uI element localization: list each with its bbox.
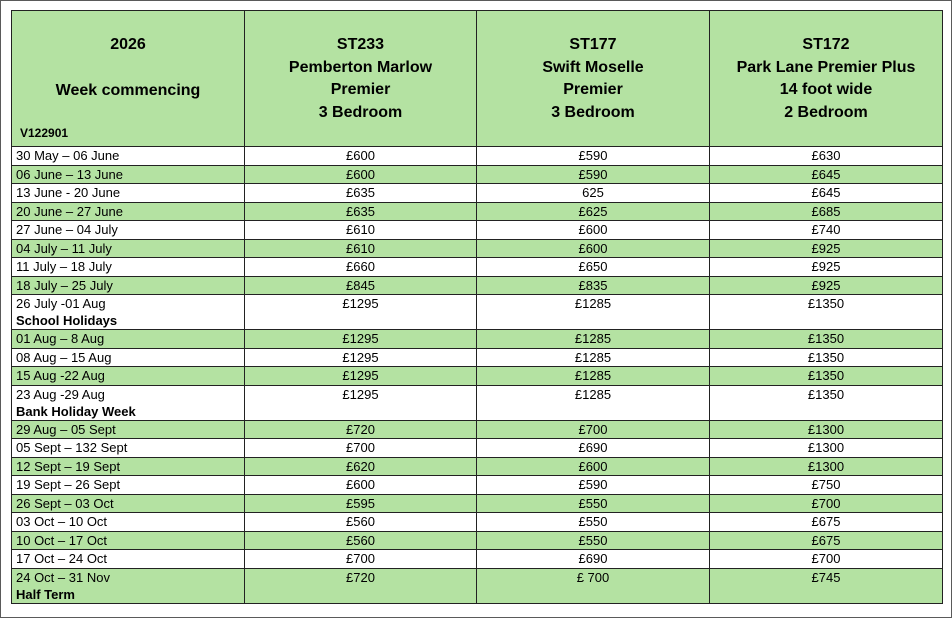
caravan-code: ST233 xyxy=(336,36,385,53)
caravan-width: 14 foot wide xyxy=(779,81,873,98)
price-st172: £925 xyxy=(710,258,943,277)
price-st233: £610 xyxy=(245,221,477,240)
price-st177: £550 xyxy=(477,531,710,550)
caravan-model: Swift Moselle xyxy=(542,58,644,76)
week-dates: 01 Aug – 8 Aug xyxy=(16,331,105,346)
caravan-code: ST177 xyxy=(569,36,617,53)
week-cell xyxy=(12,202,245,221)
price-st233: £1295 xyxy=(245,330,477,349)
price-st177: £1285 xyxy=(477,348,710,367)
price-st233: £660 xyxy=(245,258,477,277)
table-row xyxy=(12,239,943,258)
price-st233: £700 xyxy=(245,550,477,569)
table-row xyxy=(12,330,943,349)
week-dates: 18 July – 25 July xyxy=(16,277,113,293)
table-row xyxy=(12,513,943,532)
header-st233 xyxy=(245,11,477,147)
caravan-grade: Premier xyxy=(563,81,623,98)
table-row xyxy=(12,221,943,240)
price-st177: £835 xyxy=(477,276,710,295)
price-st172: £645 xyxy=(710,165,943,184)
table-row xyxy=(12,531,943,550)
price-st177: £590 xyxy=(477,147,710,166)
table-row xyxy=(12,202,943,221)
price-st177: £1285 xyxy=(477,330,710,349)
week-dates: 12 Sept – 19 Sept xyxy=(16,458,121,474)
week-dates: 20 June – 27 June xyxy=(16,203,123,219)
week-cell xyxy=(12,239,245,258)
price-st233: £1295 xyxy=(245,348,477,367)
week-dates: 26 July -01 Aug xyxy=(16,296,106,311)
table-row xyxy=(12,147,943,166)
price-st172: £925 xyxy=(710,239,943,258)
week-cell xyxy=(12,420,245,439)
caravan-grade: Premier xyxy=(330,81,391,98)
week-cell xyxy=(12,367,245,386)
price-st172: £685 xyxy=(710,202,943,221)
price-st172: £1300 xyxy=(710,439,943,458)
price-st172: £675 xyxy=(710,513,943,532)
week-dates: 23 Aug -29 Aug xyxy=(16,386,105,402)
price-st177: £600 xyxy=(477,221,710,240)
week-cell xyxy=(12,147,245,166)
price-st172: £1350 xyxy=(710,367,943,386)
week-dates: 06 June – 13 June xyxy=(16,166,123,182)
price-st172: £1350 xyxy=(710,348,943,367)
price-st233: £1295 xyxy=(245,385,477,420)
price-st233: £720 xyxy=(245,568,477,603)
price-st177: £550 xyxy=(477,513,710,532)
price-st177: £1285 xyxy=(477,385,710,420)
week-cell xyxy=(12,165,245,184)
week-dates: 13 June - 20 June xyxy=(16,185,121,200)
week-cell xyxy=(12,494,245,513)
week-cell xyxy=(12,258,245,277)
week-cell xyxy=(12,513,245,532)
table-row xyxy=(12,276,943,295)
week-dates: 11 July – 18 July xyxy=(16,259,112,274)
price-st177: £1285 xyxy=(477,295,710,330)
week-cell xyxy=(12,330,245,349)
price-st177: £600 xyxy=(477,239,710,258)
price-st233: £600 xyxy=(245,165,477,184)
week-dates: 15 Aug -22 Aug xyxy=(16,368,105,383)
price-st233: £1295 xyxy=(245,295,477,330)
week-dates: 03 Oct – 10 Oct xyxy=(16,514,108,529)
week-cell xyxy=(12,531,245,550)
reference-code: V122901 xyxy=(20,126,69,140)
price-st233: £845 xyxy=(245,276,477,295)
price-st233: £720 xyxy=(245,420,477,439)
price-st177: £690 xyxy=(477,550,710,569)
table-row xyxy=(12,457,943,476)
week-cell xyxy=(12,457,245,476)
price-st233: £560 xyxy=(245,513,477,532)
price-st177: 625 xyxy=(477,184,710,203)
price-st172: £1300 xyxy=(710,420,943,439)
week-dates: 10 Oct – 17 Oct xyxy=(16,532,108,548)
price-st233: £635 xyxy=(245,184,477,203)
price-st233: £595 xyxy=(245,494,477,513)
table-row xyxy=(12,550,943,569)
price-st177: £ 700 xyxy=(477,568,710,603)
price-st233: £635 xyxy=(245,202,477,221)
price-st177: £1285 xyxy=(477,367,710,386)
week-cell xyxy=(12,184,245,203)
price-st172: £1300 xyxy=(710,457,943,476)
price-st177: £590 xyxy=(477,165,710,184)
price-rows xyxy=(12,147,943,604)
week-cell xyxy=(12,568,245,603)
table-row xyxy=(12,385,943,420)
week-dates: 19 Sept – 26 Sept xyxy=(16,477,121,492)
week-cell xyxy=(12,295,245,330)
header-st172 xyxy=(710,11,943,147)
price-st233: £610 xyxy=(245,239,477,258)
week-cell xyxy=(12,385,245,420)
price-st177: £700 xyxy=(477,420,710,439)
week-dates: 29 Aug – 05 Sept xyxy=(16,421,116,437)
table-row xyxy=(12,348,943,367)
week-dates: 08 Aug – 15 Aug xyxy=(16,349,112,365)
caravan-bedrooms: 3 Bedroom xyxy=(318,103,403,121)
caravan-bedrooms: 2 Bedroom xyxy=(784,103,868,121)
caravan-model: Pemberton Marlow xyxy=(288,58,433,76)
price-st172: £750 xyxy=(710,476,943,495)
caravan-model: Park Lane Premier Plus xyxy=(736,58,916,76)
price-st177: £650 xyxy=(477,258,710,277)
table-row xyxy=(12,367,943,386)
price-st233: £620 xyxy=(245,457,477,476)
week-dates: 05 Sept – 132 Sept xyxy=(16,440,128,455)
caravan-code: ST172 xyxy=(802,36,850,53)
week-dates: 26 Sept – 03 Oct xyxy=(16,495,114,511)
week-cell xyxy=(12,476,245,495)
week-cell xyxy=(12,276,245,295)
week-commencing-label: Week commencing xyxy=(55,81,201,99)
price-st177: £690 xyxy=(477,439,710,458)
week-cell xyxy=(12,439,245,458)
year-label: 2026 xyxy=(110,36,146,53)
table-row xyxy=(12,165,943,184)
price-st177: £600 xyxy=(477,457,710,476)
price-st233: £560 xyxy=(245,531,477,550)
table-row xyxy=(12,476,943,495)
table-row xyxy=(12,295,943,330)
price-st177: £625 xyxy=(477,202,710,221)
price-st172: £675 xyxy=(710,531,943,550)
price-st233: £600 xyxy=(245,147,477,166)
week-note: Bank Holiday Week xyxy=(16,403,136,419)
week-cell xyxy=(12,348,245,367)
week-note: School Holidays xyxy=(16,313,118,328)
price-st177: £550 xyxy=(477,494,710,513)
table-row xyxy=(12,568,943,603)
price-st172: £925 xyxy=(710,276,943,295)
price-st172: £700 xyxy=(710,494,943,513)
table-row xyxy=(12,439,943,458)
table-row xyxy=(12,258,943,277)
caravan-bedrooms: 3 Bedroom xyxy=(551,103,635,121)
price-table xyxy=(11,10,943,604)
week-cell xyxy=(12,221,245,240)
week-dates: 04 July – 11 July xyxy=(16,240,112,256)
week-dates: 30 May – 06 June xyxy=(16,148,120,163)
table-row xyxy=(12,420,943,439)
price-st233: £600 xyxy=(245,476,477,495)
price-st172: £1350 xyxy=(710,295,943,330)
header-week-column xyxy=(12,11,245,147)
price-st233: £1295 xyxy=(245,367,477,386)
table-row xyxy=(12,494,943,513)
price-st172: £630 xyxy=(710,147,943,166)
price-st172: £645 xyxy=(710,184,943,203)
week-dates: 27 June – 04 July xyxy=(16,222,118,237)
week-dates: 24 Oct – 31 Nov xyxy=(16,569,110,585)
table-row xyxy=(12,184,943,203)
header-row xyxy=(12,11,943,147)
price-st172: £700 xyxy=(710,550,943,569)
week-cell xyxy=(12,550,245,569)
header-st177 xyxy=(477,11,710,147)
week-note: Half Term xyxy=(16,586,75,602)
price-st172: £745 xyxy=(710,568,943,603)
price-st233: £700 xyxy=(245,439,477,458)
week-dates: 17 Oct – 24 Oct xyxy=(16,551,108,566)
price-st177: £590 xyxy=(477,476,710,495)
price-st172: £740 xyxy=(710,221,943,240)
price-st172: £1350 xyxy=(710,330,943,349)
price-st172: £1350 xyxy=(710,385,943,420)
